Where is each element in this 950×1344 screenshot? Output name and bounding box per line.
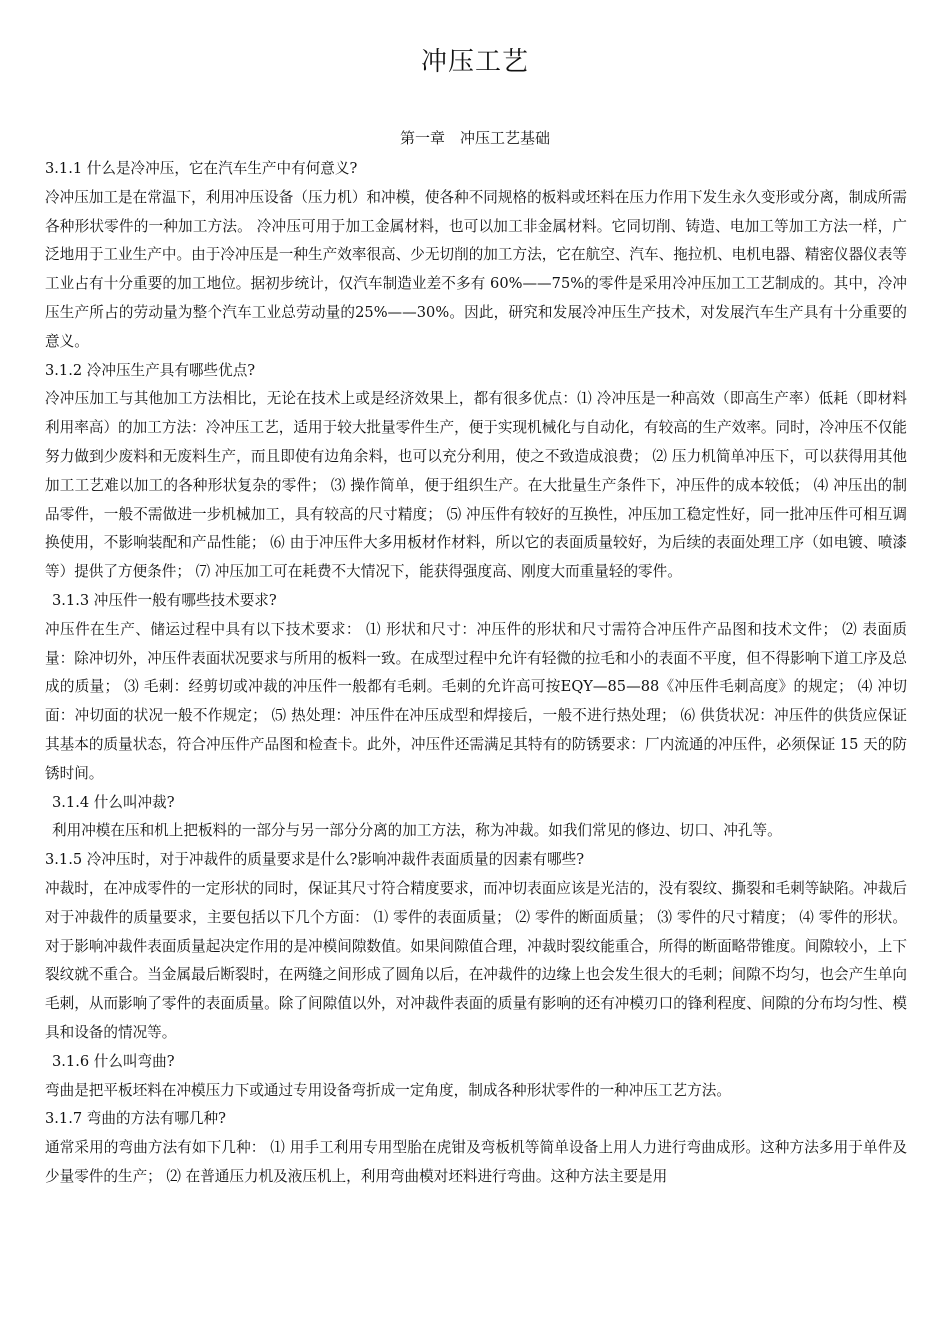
section-body-3-1-2: 冷冲压加工与其他加工方法相比，无论在技术上或是经济效果上，都有很多优点：⑴ 冷冲压是一种高效（即高生产率）低耗（即材料利用率高）的加工方法：冷冲压工艺，适用于较大批量零件生产，便于实现机械化与自动化，有较高的生产效率。同时，冷冲压不仅能努力做到少废料和无废料生产，而且即使有边角余料，也可以充分利用，使之不致造成浪费； ⑵ 压力机简单冲压下，可以获得用其他加工工艺难以加工的各种形状复杂的零件； ⑶ 操作简单，便于组织生产。在大批量生产条件下，冲压件的成本较低； ⑷ 冲压出的制品零件，一般不需做进一步机械加工，具有较高的尺寸精度； ⑸ 冲压件有较好的互换性，冲压加工稳定性好，同一批冲压件可相互调换使用，不影响装配和产品性能； ⑹ 由于冲压件大多用板材作材料，所以它的表面质量较好，为后续的表面处理工序（如电镀、喷漆等）提供了方便条件； ⑺ 冲压加工可在耗费不大情况下，能获得强度高、刚度大而重量轻的零件。 <box>45 390 907 581</box>
chapter-heading: 第一章 冲压工艺基础 <box>399 129 550 147</box>
section-body-3-1-5: 冲裁时，在冲成零件的一定形状的同时，保证其尺寸符合精度要求，而冲切表面应该是光洁的，没有裂纹、撕裂和毛刺等缺陷。冲裁后对于冲裁件的质量要求，主要包括以下几个方面： ⑴ 零件的表面质量； ⑵ 零件的断面质量； ⑶ 零件的尺寸精度； ⑷ 零件的形状。 对于影响冲裁件表面质量起决定作用的是冲模间隙数值。如果间隙值合理，冲裁时裂纹能重合，所得的断面略带锥度。间隙较小，上下裂纹就不重合。当金属最后断裂时，在两缝之间形成了圆角以后，在冲裁件的边缘上也会发生很大的毛刺；间隙不均匀，也会产生单向毛刺，从而影响了零件的表面质量。除了间隙值以外，对冲裁件表面的质量有影响的还有冲模刃口的锋利程度、间隙的分布均匀性、模具和设备的情况等。 <box>45 879 907 1041</box>
section-heading-3-1-7: 3.1.7 弯曲的方法有哪几种? <box>45 1110 226 1128</box>
document-title: 冲压工艺 <box>420 47 529 77</box>
section-heading-3-1-3: 3.1.3 冲压件一般有哪些技术要求? <box>52 591 277 609</box>
section-body-3-1-6: 弯曲是把平板坯料在冲模压力下或通过专用设备弯折成一定角度，制成各种形状零件的一种冲压工艺方法。 <box>45 1081 731 1099</box>
section-heading-3-1-2: 3.1.2 冷冲压生产具有哪些优点? <box>45 361 256 379</box>
section-heading-3-1-1: 3.1.1 什么是冷冲压，它在汽车生产中有何意义? <box>45 160 358 177</box>
section-body-3-1-7: 通常采用的弯曲方法有如下几种： ⑴ 用手工利用专用型胎在虎钳及弯板机等简单设备上用人力进行弯曲成形。这种方法多用于单件及少量零件的生产； ⑵ 在普通压力机及液压机上，利用弯曲模对坯料进行弯曲。这种方法主要是用 <box>45 1139 907 1185</box>
section-body-3-1-3: 冲压件在生产、储运过程中具有以下技术要求： ⑴ 形状和尺寸：冲压件的形状和尺寸需符合冲压件产品图和技术文件； ⑵ 表面质量：除冲切外，冲压件表面状况要求与所用的板料一致。在成型过程中允许有轻微的拉毛和小的表面不平度，但不得影响下道工序及总成的质量； ⑶ 毛刺：经剪切或冲裁的冲压件一般都有毛刺。毛刺的允许高可按EQY—85—88《冲压件毛刺高度》的规定； ⑷ 冲切面：冲切面的状况一般不作规定； ⑸ 热处理：冲压件在冲压成型和焊接后，一般不进行热处理； ⑹ 供货状况：冲压件的供货应保证其基本的质量状态，符合冲压件产品图和检查卡。此外，冲压件还需满足其特有的防锈要求：厂内流通的冲压件，必须保证 15 天的防锈时间。 <box>45 620 907 782</box>
section-heading-3-1-6: 3.1.6 什么叫弯曲? <box>52 1052 175 1070</box>
section-heading-3-1-5: 3.1.5 冷冲压时，对于冲裁件的质量要求是什么?影响冲裁件表面质量的因素有哪些? <box>45 851 585 869</box>
section-body-3-1-4: 利用冲模在压和机上把板料的一部分与另一部分分离的加工方法，称为冲裁。如我们常见的修边、切口、冲孔等。 <box>52 822 782 840</box>
section-body-3-1-1: 冷冲压加工是在常温下，利用冲压设备（压力机）和冲模，使各种不同规格的板料或坯料在压力作用下发生永久变形或分离，制成所需各种形状零件的一种加工方法。 冷冲压可用于加工金属材料，也可以加工非金属材料。它同切削、铸造、电加工等加工方法一样，广泛地用于工业生产中。由于冷冲压是一种生产效率很高、少无切削的加工方法，它在航空、汽车、拖拉机、电机电器、精密仪器仪表等工业占有十分重要的加工地位。据初步统计，仅汽车制造业差不多有 60%——75%的零件是采用冷冲压加工工艺制成的。其中，冷冲压生产所占的劳动量为整个汽车工业总劳动量的25%——30%。因此，研究和发展冷冲压生产技术，对发展汽车生产具有十分重要的意义。 <box>45 188 907 350</box>
section-heading-3-1-4: 3.1.4 什么叫冲裁? <box>52 793 175 811</box>
document-body <box>45 155 907 1192</box>
